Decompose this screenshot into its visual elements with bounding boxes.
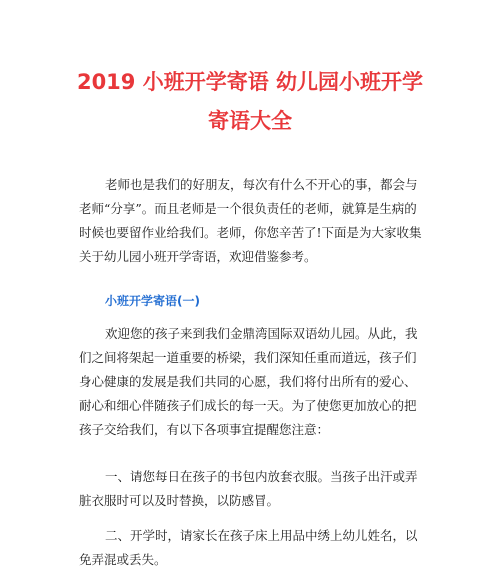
item-1-paragraph (79, 465, 429, 513)
intro-line: 老师也是我们的好朋友，每次有什么不开心的事，都会与 (105, 177, 418, 192)
item-2-line: 免弄混或丢失。 (79, 552, 167, 566)
welcome-line: 欢迎您的孩子来到我们金鼎湾国际双语幼儿园。从此，我 (105, 326, 418, 341)
document-title-line-2: 寄语大全 (208, 109, 292, 133)
item-2-line: 二、开学时，请家长在孩子床上用品中绣上幼儿姓名，以 (105, 528, 418, 543)
welcome-line: 身心健康的发展是我们共同的心愿，我们将付出所有的爱心、 (79, 374, 417, 389)
welcome-paragraph (79, 322, 429, 442)
intro-line: 老师“分享”。而且老师是一个很负责任的老师，就算是生病的 (79, 201, 417, 216)
section-heading: 小班开学寄语(一) (105, 294, 200, 308)
document-title-line-1: 2019 小班开学寄语 幼儿园小班开学 (76, 70, 424, 94)
intro-line: 关于幼儿园小班开学寄语，欢迎借鉴参考。 (79, 249, 317, 264)
item-1-line: 脏衣服时可以及时替换，以防感冒。 (79, 493, 280, 508)
item-1-line: 一、请您每日在孩子的书包内放套衣服。当孩子出汗或弄 (105, 469, 418, 484)
intro-paragraph (79, 173, 429, 269)
item-2-paragraph (79, 524, 429, 566)
welcome-line: 们之间将架起一道重要的桥梁，我们深知任重而道远，孩子们 (79, 350, 417, 365)
intro-line: 时候也要留作业给我们。老师，你您辛苦了!下面是为大家收集 (79, 225, 422, 240)
welcome-line: 孩子交给我们，有以下各项事宜提醒您注意： (79, 422, 330, 437)
welcome-line: 耐心和细心伴随孩子们成长的每一天。为了使您更加放心的把 (79, 398, 417, 413)
